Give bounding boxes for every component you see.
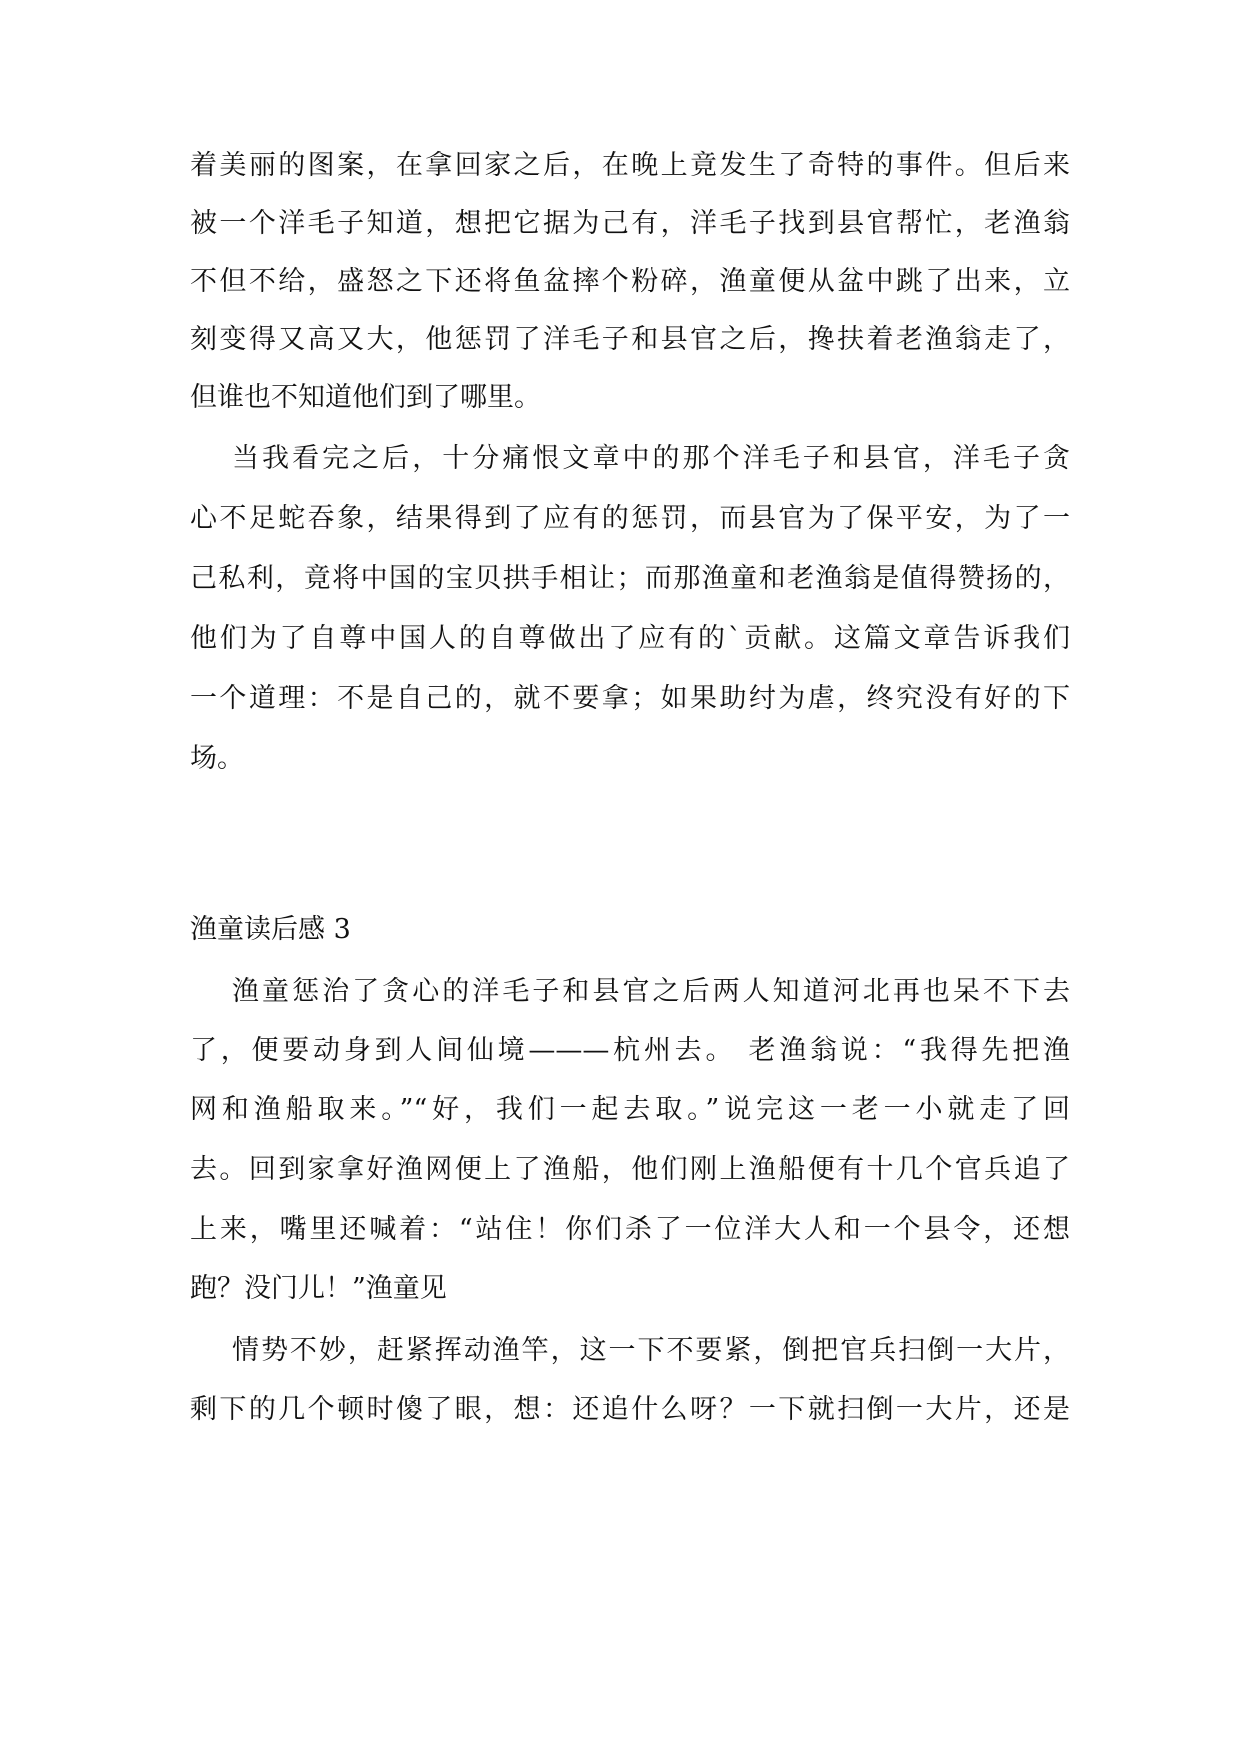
paragraph-3-line-4: 去。回到家拿好渔网便上了渔船，他们刚上渔船便有十几个官兵追了 (190, 1154, 1070, 1185)
paragraph-3-line-3: 网和渔船取来。”“好，我们一起去取。”说完这一老一小就走了回 (190, 1094, 1070, 1125)
paragraph-1-line-5: 但谁也不知道他们到了哪里。 (190, 382, 541, 413)
paragraph-4-line-1: 情势不妙，赶紧挥动渔竿，这一下不要紧，倒把官兵扫倒一大片， (232, 1335, 1070, 1366)
paragraph-2-line-2: 心不足蛇吞象，结果得到了应有的惩罚，而县官为了保平安，为了一 (190, 503, 1070, 534)
paragraph-2-line-4: 他们为了自尊中国人的自尊做出了应有的`贡献。这篇文章告诉我们 (190, 623, 1070, 654)
paragraph-4-line-2: 剩下的几个顿时傻了眼，想：还追什么呀？一下就扫倒一大片，还是 (190, 1394, 1070, 1425)
paragraph-1-line-1: 着美丽的图案，在拿回家之后，在晚上竟发生了奇特的事件。但后来 (190, 150, 1070, 181)
paragraph-2-line-5: 一个道理：不是自己的，就不要拿；如果助纣为虐，终究没有好的下 (190, 683, 1070, 714)
paragraph-2-line-1: 当我看完之后，十分痛恨文章中的那个洋毛子和县官，洋毛子贪 (232, 443, 1070, 474)
paragraph-1-line-4: 刻变得又高又大，他惩罚了洋毛子和县官之后，搀扶着老渔翁走了， (190, 324, 1070, 355)
paragraph-3-line-2: 了，便要动身到人间仙境———杭州去。 老渔翁说：“我得先把渔 (190, 1035, 1070, 1066)
paragraph-3-line-6: 跑？没门儿！”渔童见 (190, 1273, 447, 1304)
section-title: 渔童读后感 3 (190, 914, 351, 945)
paragraph-2-line-3: 己私利，竟将中国的宝贝拱手相让；而那渔童和老渔翁是值得赞扬的， (190, 563, 1070, 594)
paragraph-3-line-5: 上来，嘴里还喊着：“站住！你们杀了一位洋大人和一个县令，还想 (190, 1214, 1070, 1245)
paragraph-3-line-1: 渔童惩治了贪心的洋毛子和县官之后两人知道河北再也呆不下去 (232, 976, 1070, 1007)
paragraph-1-line-2: 被一个洋毛子知道，想把它据为己有，洋毛子找到县官帮忙，老渔翁 (190, 208, 1070, 239)
paragraph-2-line-6: 场。 (190, 743, 244, 774)
paragraph-1-line-3: 不但不给，盛怒之下还将鱼盆摔个粉碎，渔童便从盆中跳了出来，立 (190, 266, 1070, 297)
